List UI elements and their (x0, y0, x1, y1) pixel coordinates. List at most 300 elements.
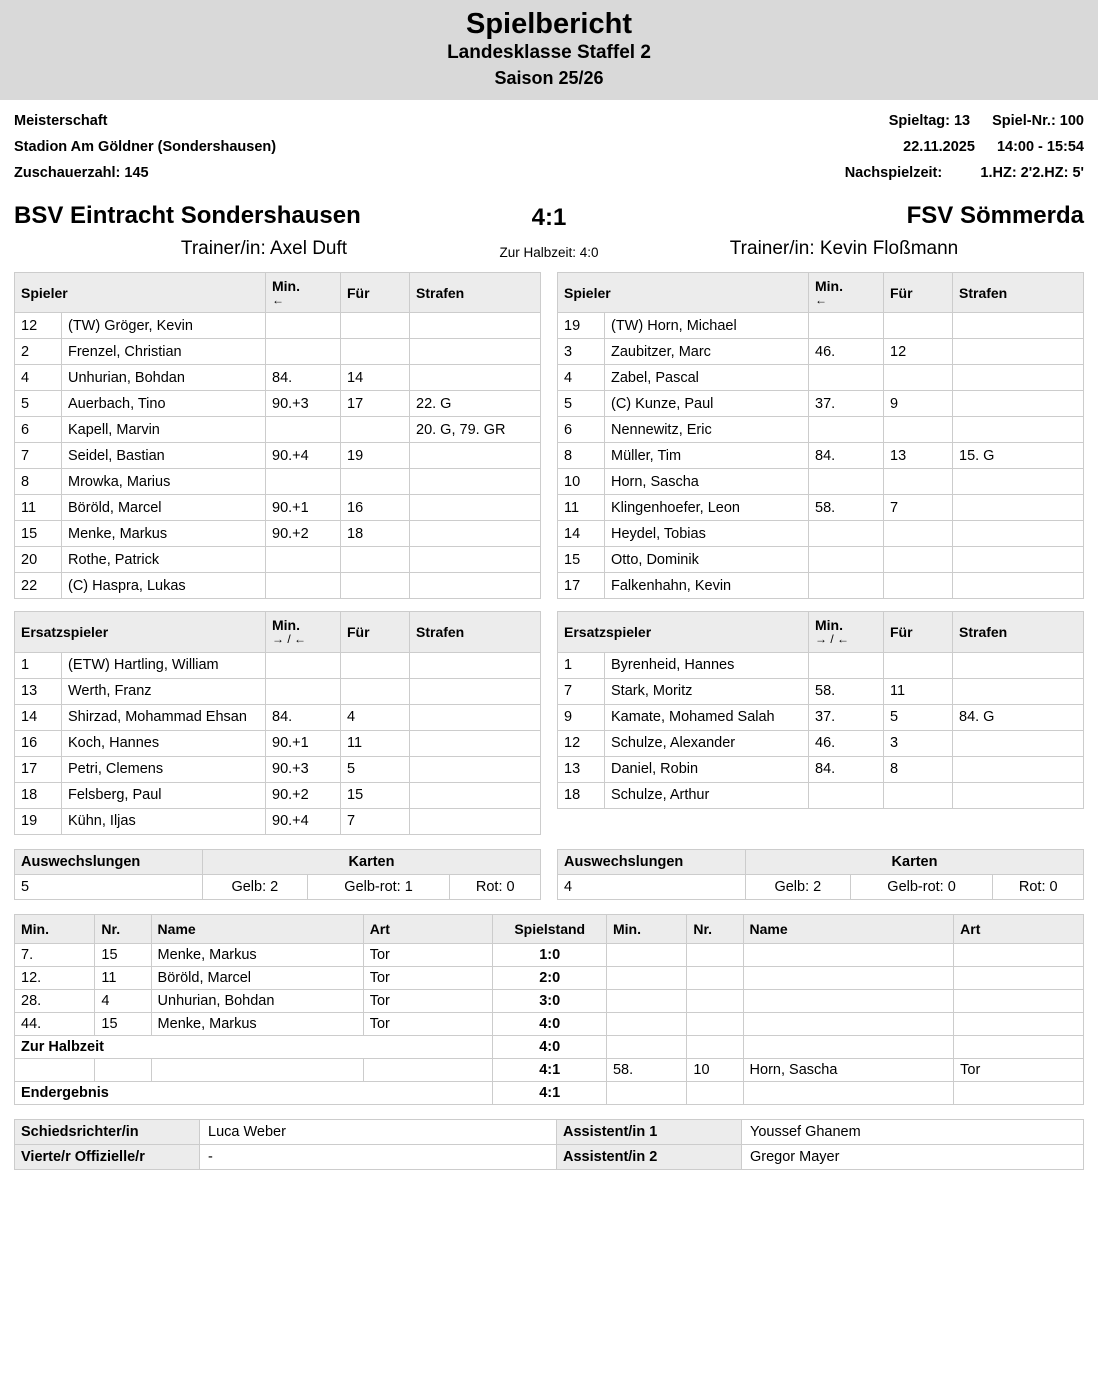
player-replaced-for: 16 (341, 495, 410, 521)
col-header-min (809, 273, 884, 313)
player-penalties (410, 652, 541, 678)
event-number-home: 4 (95, 989, 151, 1012)
assistant1-label: Assistent/in 1 (557, 1119, 742, 1144)
col-header-min (266, 273, 341, 313)
table-row (558, 730, 1084, 756)
home-starters-body (15, 313, 541, 599)
player-name: Auerbach, Tino (62, 391, 266, 417)
player-replaced-for: 7 (884, 495, 953, 521)
event-number-away (687, 1035, 743, 1058)
player-penalties (410, 521, 541, 547)
arrow-out-icon: ← (815, 292, 827, 307)
starting-lineups (14, 272, 1084, 599)
player-replaced-for: 5 (884, 704, 953, 730)
player-number: 13 (558, 756, 605, 782)
col-header-spieler: Spieler (558, 273, 809, 313)
player-penalties (953, 391, 1084, 417)
player-number: 3 (558, 339, 605, 365)
player-penalties (410, 704, 541, 730)
player-name: Zabel, Pascal (605, 365, 809, 391)
stoppage-first-half: 1.HZ: 2' (980, 164, 1033, 181)
event-name-home: Menke, Markus (151, 1012, 363, 1035)
player-number: 2 (15, 339, 62, 365)
away-subs-count-header: Auswechslungen (558, 849, 746, 874)
col-header-ersatzspieler: Ersatzspieler (15, 612, 266, 652)
spectators-label: Zuschauerzahl: 145 (14, 164, 149, 181)
player-name: Menke, Markus (62, 521, 266, 547)
away-team-block (644, 203, 1084, 260)
event-minute-home (15, 1058, 95, 1081)
player-name: Petri, Clemens (62, 756, 266, 782)
player-number: 11 (15, 495, 62, 521)
table-row (558, 391, 1084, 417)
away-starters-body (558, 313, 1084, 599)
player-replaced-for (884, 417, 953, 443)
player-minute (809, 313, 884, 339)
home-summary-col (14, 849, 541, 900)
player-minute: 90.+4 (266, 808, 341, 834)
arrow-inout-icon: → / ← (815, 632, 850, 647)
player-penalties (953, 652, 1084, 678)
event-type-away (954, 1035, 1084, 1058)
events-table (14, 914, 1084, 1105)
home-subs-body (15, 652, 541, 834)
col-header-strafen: Strafen (953, 273, 1084, 313)
table-row (15, 521, 541, 547)
player-minute (809, 573, 884, 599)
player-minute: 90.+1 (266, 730, 341, 756)
col-header-min-text: Min. (815, 278, 843, 295)
table-row (558, 469, 1084, 495)
match-time: 14:00 - 15:54 (996, 139, 1084, 156)
event-minute-home: 28. (15, 989, 95, 1012)
player-replaced-for (884, 782, 953, 808)
player-replaced-for (341, 678, 410, 704)
player-replaced-for: 11 (884, 678, 953, 704)
player-penalties (953, 573, 1084, 599)
player-minute: 90.+4 (266, 443, 341, 469)
player-penalties: 15. G (953, 443, 1084, 469)
table-row (558, 756, 1084, 782)
player-penalties (410, 547, 541, 573)
player-penalties (953, 547, 1084, 573)
table-row (558, 365, 1084, 391)
player-number: 17 (558, 573, 605, 599)
player-penalties (410, 573, 541, 599)
event-scoreline: 4:0 (493, 1035, 607, 1058)
event-minute-away (606, 1012, 686, 1035)
player-penalties: 20. G, 79. GR (410, 417, 541, 443)
match-number-label: Spiel-Nr.: 100 (992, 113, 1084, 130)
event-number-away (687, 1081, 743, 1104)
event-type-away (954, 1081, 1084, 1104)
event-scoreline: 3:0 (493, 989, 607, 1012)
event-name-away (743, 966, 954, 989)
col-header-nr-home: Nr. (95, 914, 151, 943)
event-type-away (954, 1012, 1084, 1035)
away-summary-col (557, 849, 1084, 900)
event-minute-home: 7. (15, 943, 95, 966)
home-team-block (14, 203, 454, 260)
table-row (15, 730, 541, 756)
player-replaced-for (341, 339, 410, 365)
event-summary-label: Zur Halbzeit (15, 1035, 493, 1058)
player-name: Schulze, Arthur (605, 782, 809, 808)
event-minute-home: 44. (15, 1012, 95, 1035)
event-name-away (743, 943, 954, 966)
player-number: 12 (558, 730, 605, 756)
home-subs-col (14, 611, 541, 834)
table-row (15, 469, 541, 495)
player-replaced-for (884, 365, 953, 391)
away-subs-col (557, 611, 1084, 834)
player-name: Werth, Franz (62, 678, 266, 704)
player-replaced-for (884, 469, 953, 495)
table-row (15, 943, 1084, 966)
player-replaced-for: 4 (341, 704, 410, 730)
player-name: Rothe, Patrick (62, 547, 266, 573)
event-type-home: Tor (363, 966, 493, 989)
player-replaced-for (341, 469, 410, 495)
col-header-name-home: Name (151, 914, 363, 943)
player-minute: 58. (809, 495, 884, 521)
event-number-home: 15 (95, 943, 151, 966)
events-section (14, 914, 1084, 1105)
player-number: 18 (15, 782, 62, 808)
player-number: 7 (15, 443, 62, 469)
event-number-home: 15 (95, 1012, 151, 1035)
event-name-away (743, 1081, 954, 1104)
event-number-away (687, 989, 743, 1012)
player-name: Kühn, Iljas (62, 808, 266, 834)
player-number: 15 (15, 521, 62, 547)
player-penalties (410, 495, 541, 521)
score-block (454, 205, 644, 260)
player-replaced-for (341, 417, 410, 443)
fourth-official-label: Vierte/r Offizielle/r (15, 1144, 200, 1169)
player-number: 7 (558, 678, 605, 704)
player-replaced-for: 17 (341, 391, 410, 417)
col-header-min (809, 612, 884, 652)
col-header-min-text: Min. (272, 617, 300, 634)
player-replaced-for: 13 (884, 443, 953, 469)
event-type-home: Tor (363, 1012, 493, 1035)
player-penalties (953, 417, 1084, 443)
table-row (15, 365, 541, 391)
assistant2-label: Assistent/in 2 (557, 1144, 742, 1169)
player-name: Koch, Hannes (62, 730, 266, 756)
table-row (15, 652, 541, 678)
table-row (15, 313, 541, 339)
event-name-away (743, 1012, 954, 1035)
player-name: Shirzad, Mohammad Ehsan (62, 704, 266, 730)
player-minute (266, 652, 341, 678)
home-team-name: BSV Eintracht Sondershausen (14, 201, 361, 229)
player-number: 22 (15, 573, 62, 599)
event-type-home (363, 1058, 493, 1081)
player-minute: 46. (809, 339, 884, 365)
table-row (15, 704, 541, 730)
match-date: 22.11.2025 (903, 139, 975, 156)
player-penalties (953, 495, 1084, 521)
venue-label: Stadion Am Göldner (Sondershausen) (14, 139, 277, 156)
player-minute (809, 521, 884, 547)
player-minute: 90.+3 (266, 756, 341, 782)
stoppage-label: Nachspielzeit: (844, 164, 943, 181)
table-row (15, 1081, 1084, 1104)
player-number: 12 (15, 313, 62, 339)
player-number: 6 (15, 417, 62, 443)
player-name: Frenzel, Christian (62, 339, 266, 365)
player-minute (266, 417, 341, 443)
player-minute: 84. (266, 365, 341, 391)
player-minute (266, 678, 341, 704)
referee-name: Luca Weber (200, 1119, 557, 1144)
home-red-count: Rot: 0 (450, 874, 541, 899)
table-row (558, 704, 1084, 730)
home-summary-table (14, 849, 541, 900)
player-number: 9 (558, 704, 605, 730)
table-row (558, 495, 1084, 521)
player-replaced-for (884, 652, 953, 678)
player-number: 5 (15, 391, 62, 417)
home-subs-count-header: Auswechslungen (15, 849, 203, 874)
player-replaced-for: 11 (341, 730, 410, 756)
player-minute: 58. (809, 678, 884, 704)
player-name: (C) Haspra, Lukas (62, 573, 266, 599)
player-penalties (410, 339, 541, 365)
player-name: Böröld, Marcel (62, 495, 266, 521)
event-minute-away (606, 989, 686, 1012)
event-number-away: 10 (687, 1058, 743, 1081)
table-row (15, 756, 541, 782)
table-row (15, 573, 541, 599)
event-name-away: Horn, Sascha (743, 1058, 954, 1081)
table-row (558, 521, 1084, 547)
table-row (15, 808, 541, 834)
event-name-home (151, 1058, 363, 1081)
player-name: Nennewitz, Eric (605, 417, 809, 443)
player-name: Kamate, Mohamed Salah (605, 704, 809, 730)
player-name: Otto, Dominik (605, 547, 809, 573)
table-row (15, 547, 541, 573)
col-header-art-home: Art (363, 914, 493, 943)
event-scoreline: 4:1 (493, 1081, 607, 1104)
event-minute-away (606, 1035, 686, 1058)
player-name: Mrowka, Marius (62, 469, 266, 495)
player-replaced-for (884, 547, 953, 573)
away-coach: Trainer/in: Kevin Floßmann (729, 238, 959, 260)
player-minute (266, 573, 341, 599)
player-replaced-for: 12 (884, 339, 953, 365)
player-number: 14 (15, 704, 62, 730)
player-name: Seidel, Bastian (62, 443, 266, 469)
player-minute (809, 417, 884, 443)
table-row (15, 1058, 1084, 1081)
player-minute: 84. (266, 704, 341, 730)
home-yellowred-count: Gelb-rot: 1 (307, 874, 450, 899)
table-row (558, 339, 1084, 365)
event-summary-label: Endergebnis (15, 1081, 493, 1104)
events-body (15, 943, 1084, 1104)
referee-label: Schiedsrichter/in (15, 1119, 200, 1144)
competition-label: Meisterschaft (14, 113, 108, 130)
table-row (558, 782, 1084, 808)
col-header-fuer: Für (884, 273, 953, 313)
player-replaced-for: 14 (341, 365, 410, 391)
away-team-name: FSV Sömmerda (906, 201, 1084, 229)
home-lineup-col (14, 272, 541, 599)
away-cards-header: Karten (746, 849, 1084, 874)
event-type-home: Tor (363, 989, 493, 1012)
player-name: (ETW) Hartling, William (62, 652, 266, 678)
table-row (15, 966, 1084, 989)
player-number: 10 (558, 469, 605, 495)
player-number: 1 (15, 652, 62, 678)
col-header-strafen: Strafen (953, 612, 1084, 652)
league-name: Landesklasse Staffel 2 (447, 42, 651, 64)
event-type-away: Tor (954, 1058, 1084, 1081)
assistant2-name: Gregor Mayer (742, 1144, 1084, 1169)
player-replaced-for (341, 652, 410, 678)
player-number: 1 (558, 652, 605, 678)
table-row (558, 678, 1084, 704)
table-row (558, 313, 1084, 339)
player-minute: 46. (809, 730, 884, 756)
col-header-spieler: Spieler (15, 273, 266, 313)
event-number-away (687, 943, 743, 966)
away-starters-table (557, 272, 1084, 599)
player-number: 11 (558, 495, 605, 521)
home-yellow-count: Gelb: 2 (203, 874, 308, 899)
col-header-name-away: Name (743, 914, 954, 943)
event-number-home (95, 1058, 151, 1081)
player-name: Stark, Moritz (605, 678, 809, 704)
col-header-spielstand: Spielstand (493, 914, 607, 943)
event-name-away (743, 989, 954, 1012)
player-penalties (953, 313, 1084, 339)
player-penalties (953, 782, 1084, 808)
col-header-min (266, 612, 341, 652)
table-row (15, 417, 541, 443)
player-replaced-for: 8 (884, 756, 953, 782)
match-meta (14, 109, 1084, 186)
col-header-min-home: Min. (15, 914, 95, 943)
table-row (558, 547, 1084, 573)
player-name: (TW) Gröger, Kevin (62, 313, 266, 339)
table-row (558, 417, 1084, 443)
page-title: Spielbericht (466, 8, 632, 40)
player-penalties (953, 521, 1084, 547)
player-penalties: 22. G (410, 391, 541, 417)
player-penalties (953, 339, 1084, 365)
event-minute-home: 12. (15, 966, 95, 989)
player-name: Felsberg, Paul (62, 782, 266, 808)
arrow-inout-icon: → / ← (272, 632, 307, 647)
away-lineup-col (557, 272, 1084, 599)
report-header-band (0, 0, 1098, 100)
event-type-home: Tor (363, 943, 493, 966)
player-replaced-for: 3 (884, 730, 953, 756)
player-minute (809, 652, 884, 678)
col-header-strafen: Strafen (410, 273, 541, 313)
player-number: 4 (15, 365, 62, 391)
event-minute-away (606, 1081, 686, 1104)
table-row (15, 782, 541, 808)
player-minute: 90.+1 (266, 495, 341, 521)
player-minute (266, 313, 341, 339)
table-row (558, 652, 1084, 678)
player-number: 19 (558, 313, 605, 339)
col-header-fuer: Für (341, 612, 410, 652)
player-name: (C) Kunze, Paul (605, 391, 809, 417)
player-penalties (410, 313, 541, 339)
player-minute (809, 782, 884, 808)
away-subs-body (558, 652, 1084, 808)
col-header-min-text: Min. (272, 278, 300, 295)
player-minute: 84. (809, 443, 884, 469)
player-name: Horn, Sascha (605, 469, 809, 495)
player-replaced-for (341, 313, 410, 339)
away-yellowred-count: Gelb-rot: 0 (850, 874, 993, 899)
player-minute (809, 469, 884, 495)
event-number-away (687, 966, 743, 989)
col-header-art-away: Art (954, 914, 1084, 943)
col-header-fuer: Für (341, 273, 410, 313)
fourth-official-name: - (200, 1144, 557, 1169)
table-row (15, 989, 1084, 1012)
officials-section (14, 1119, 1084, 1170)
player-minute: 90.+2 (266, 782, 341, 808)
away-subs-count: 4 (558, 874, 746, 899)
player-minute: 90.+3 (266, 391, 341, 417)
player-replaced-for (884, 313, 953, 339)
table-row (15, 1035, 1084, 1058)
player-penalties (410, 678, 541, 704)
home-coach: Trainer/in: Axel Duft (180, 238, 348, 260)
player-replaced-for: 9 (884, 391, 953, 417)
matchday-label: Spieltag: 13 (888, 113, 971, 130)
player-penalties (953, 756, 1084, 782)
player-penalties (410, 756, 541, 782)
event-scoreline: 1:0 (493, 943, 607, 966)
player-penalties (953, 365, 1084, 391)
player-replaced-for (884, 573, 953, 599)
player-penalties (953, 469, 1084, 495)
player-minute: 37. (809, 391, 884, 417)
player-number: 16 (15, 730, 62, 756)
player-penalties (410, 469, 541, 495)
event-minute-away (606, 943, 686, 966)
player-number: 8 (15, 469, 62, 495)
player-number: 6 (558, 417, 605, 443)
player-minute (266, 339, 341, 365)
event-minute-away (606, 966, 686, 989)
season-label: Saison 25/26 (494, 68, 604, 89)
player-name: (TW) Horn, Michael (605, 313, 809, 339)
away-summary-table (557, 849, 1084, 900)
col-header-min-away: Min. (606, 914, 686, 943)
player-number: 18 (558, 782, 605, 808)
officials-table (14, 1119, 1084, 1170)
table-row (558, 443, 1084, 469)
player-replaced-for: 19 (341, 443, 410, 469)
summary-section (14, 849, 1084, 900)
player-number: 4 (558, 365, 605, 391)
halftime-score: Zur Halbzeit: 4:0 (499, 245, 599, 261)
player-replaced-for (341, 573, 410, 599)
player-name: Heydel, Tobias (605, 521, 809, 547)
